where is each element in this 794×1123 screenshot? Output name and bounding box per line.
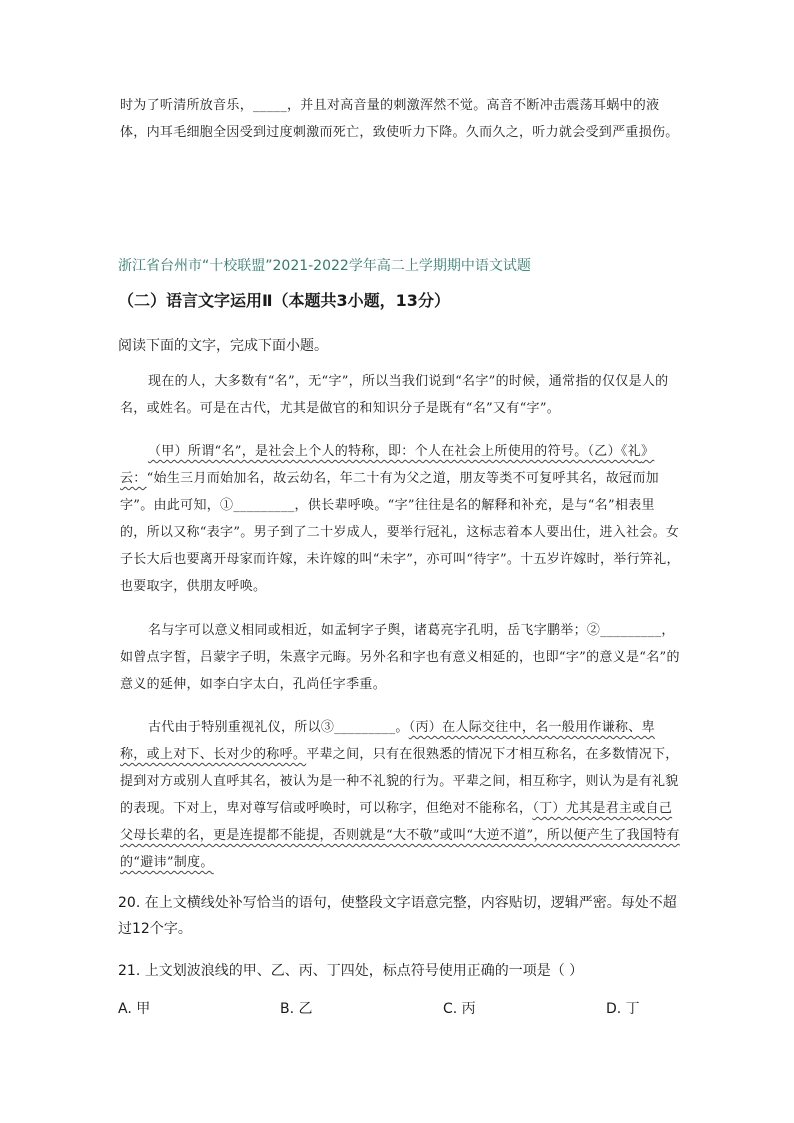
- paragraph-2-rest: “始生三月而始加名，故云幼名，年二十有为父之道，朋友等类不可复呼其名，故冠而加字”。由此可知，①_________，供长辈呼唤。“字”往往是名的解释和补充，是与“名”相表里的，所以又称“表字”。男子到了二十岁成人，要举行冠礼，这标志着本人要出仕，进入社会。女子长大后也要离开母家而许嫁，未许嫁的叫“未字”，亦可叫“待字”。十五岁许嫁时，举行笄礼，也要取字，供朋友呼唤。: [120, 471, 680, 594]
- question-21-options: [118, 998, 678, 1024]
- source-title: 浙江省台州市“十校联盟”2021-2022学年高二上学期期中语文试题: [118, 258, 531, 274]
- wavy-segment-yi-end: 》云：: [120, 444, 655, 486]
- passage-paragraph-2: [120, 438, 680, 600]
- wavy-segment-ding: （丁）尤其是君主或自己父母长辈的名，更是连提都不能提，否则就是“大不敬”或叫“大逆不道”，所以便产生了我国特有的“避讳”制度。: [120, 801, 680, 870]
- option-a[interactable]: A. 甲: [118, 1001, 151, 1017]
- paragraph-4-middle: 平辈之间，只有在很熟悉的情况下才相互称名，在多数情况下，提到对方或别人直呼其名，被认为是一种不礼貌的行为。平辈之间，相互称字，则认为是有礼貌的表现。下对上，卑对尊写信或呼唤时，可以称字，但绝对不能称名，: [120, 747, 679, 816]
- question-20: 20. 在上文横线处补写恰当的语句，使整段文字语意完整，内容贴切，逻辑严密。每处不超过12个字。: [118, 895, 677, 937]
- option-d[interactable]: D. 丁: [606, 1001, 640, 1017]
- section-title: （二）语言文字运用Ⅱ（本题共3小题，13分）: [118, 291, 450, 310]
- option-c[interactable]: C. 丙: [443, 1001, 476, 1017]
- passage-paragraph-4: [120, 714, 680, 876]
- wavy-segment-jia-yi: （甲）所谓“名”，是社会上个人的特称，即：个人在社会上所使用的符号。（乙）《礼: [148, 444, 641, 459]
- instruction: 阅读下面的文字，完成下面小题。: [118, 338, 328, 354]
- top-paragraph: 时为了听清所放音乐，_____，并且对高音量的刺激浑然不觉。高音不断冲击震荡耳蜗中的液体，内耳毛细胞全因受到过度刺激而死亡，致使听力下降。久而久之，听力就会受到严重损伤。: [120, 98, 679, 140]
- passage-paragraph-3: 名与字可以意义相同或相近，如孟轲字子舆，诸葛亮字孔明，岳飞字鹏举；②_________，如曾点字皙，吕蒙字子明，朱熹字元晦。另外名和字也有意义相延的，也即“字”的意义是“名”的意义的延伸，如李白字太白，孔尚任字季重。: [120, 623, 680, 692]
- paragraph-4-start: 古代由于特别重视礼仪，所以③_________。: [148, 720, 409, 735]
- question-21: 21. 上文划波浪线的甲、乙、丙、丁四处，标点符号使用正确的一项是（ ）: [118, 963, 584, 979]
- wavy-segment-bing: （丙）在人际交往中，名一般用作谦称、卑称，或上对下、长对少的称呼。: [120, 720, 655, 762]
- passage-paragraph-1: 现在的人，大多数有“名”，无“字”，所以当我们说到“名字”的时候，通常指的仅仅是人的名，或姓名。可是在古代，尤其是做官的和知识分子是既有“名”又有“字”。: [120, 374, 669, 416]
- option-b[interactable]: B. 乙: [280, 1001, 313, 1017]
